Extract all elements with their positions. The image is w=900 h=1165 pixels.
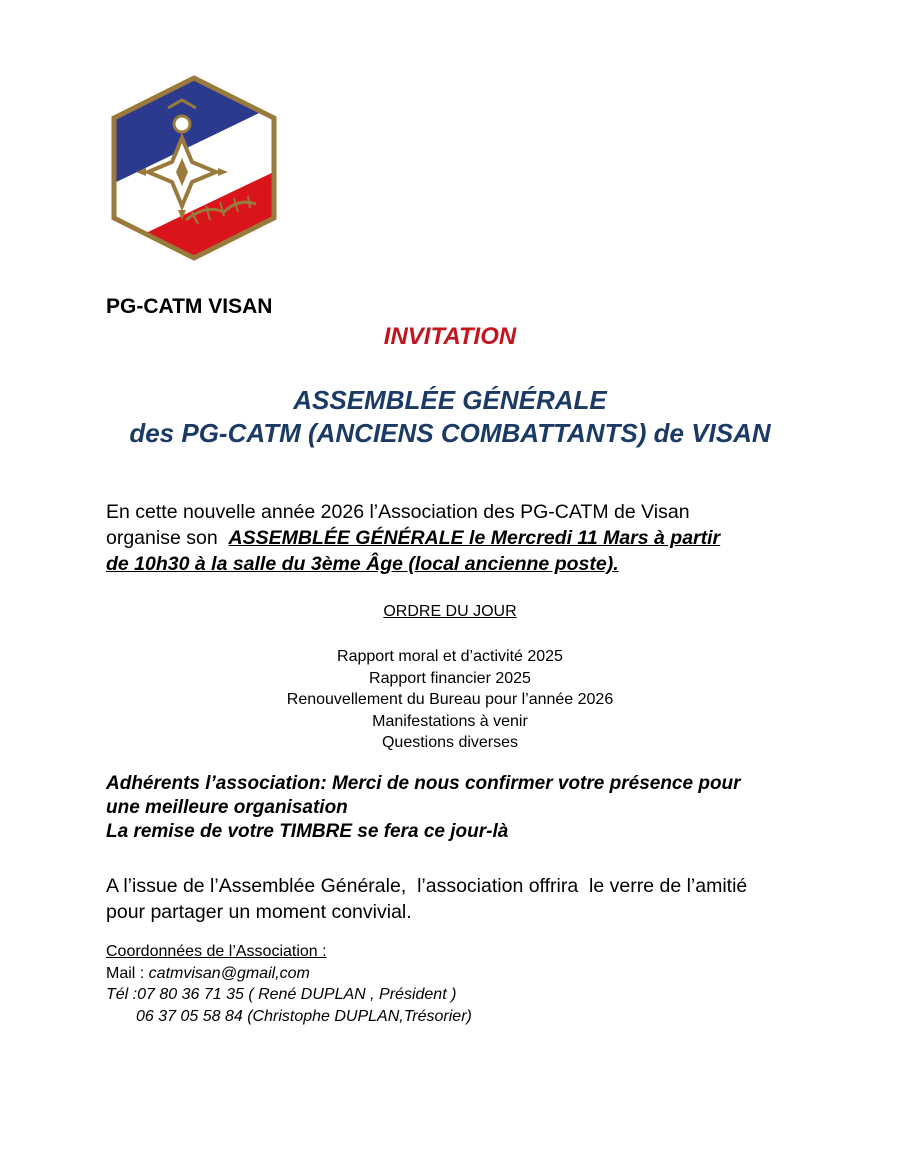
organization-name: PG-CATM VISAN (106, 295, 273, 318)
contact-mail (106, 963, 472, 985)
mail-label: Mail : (106, 964, 149, 982)
assembly-subtitle: des PG-CATM (ANCIENS COMBATTANTS) de VISAN (129, 418, 771, 448)
member-notice-line-1: Adhérents l’association: Merci de nous confirmer votre présence pour (106, 773, 741, 794)
assembly-title: ASSEMBLÉE GÉNÉRALE (293, 385, 607, 415)
intro-line-3 (106, 551, 806, 577)
agenda-item: Renouvellement du Bureau pour l’année 2026 (286, 691, 614, 708)
meeting-details-part-2: de 10h30 à la salle du 3ème Âge (local ancienne poste). (106, 553, 619, 575)
closing-line-2: pour partager un moment convivial. (106, 901, 412, 923)
agenda-item: Questions diverses (381, 734, 519, 751)
member-notice-line-3: La remise de votre TIMBRE se fera ce jour-là (106, 821, 509, 842)
member-notice (106, 772, 826, 844)
mail-address-link[interactable]: catmvisan@gmail,com (148, 964, 310, 982)
contact-phone-president: Tél :07 80 36 71 35 ( René DUPLAN , Président ) (106, 986, 457, 1003)
invitation-heading: INVITATION (383, 323, 517, 350)
agenda-title: ORDRE DU JOUR (383, 603, 517, 620)
contact-phone-treasurer: 06 37 05 58 84 (Christophe DUPLAN,Trésorier) (136, 1007, 472, 1025)
member-notice-line-2: une meilleure organisation (106, 797, 348, 818)
closing-paragraph (106, 873, 826, 925)
meeting-details-part-1: ASSEMBLÉE GÉNÉRALE le Mercredi 11 Mars à partir (228, 527, 721, 549)
contact-block (106, 941, 472, 1027)
agenda-item: Rapport financier 2025 (369, 669, 531, 687)
contact-heading: Coordonnées de l’Association : (106, 943, 327, 960)
intro-line-2 (106, 525, 806, 551)
intro-line-1: En cette nouvelle année 2026 l’Association des PG-CATM de Visan (106, 501, 690, 523)
agenda-item: Manifestations à venir (372, 712, 528, 730)
intro-line-2-prefix: organise son (106, 527, 218, 549)
agenda-list (0, 646, 900, 754)
intro-paragraph (106, 499, 806, 577)
closing-line-1: A l’issue de l’Assemblée Générale, l’association offrira le verre de l’amitié (106, 875, 748, 897)
association-emblem-icon (106, 72, 282, 262)
agenda-item: Rapport moral et d’activité 2025 (337, 648, 563, 665)
